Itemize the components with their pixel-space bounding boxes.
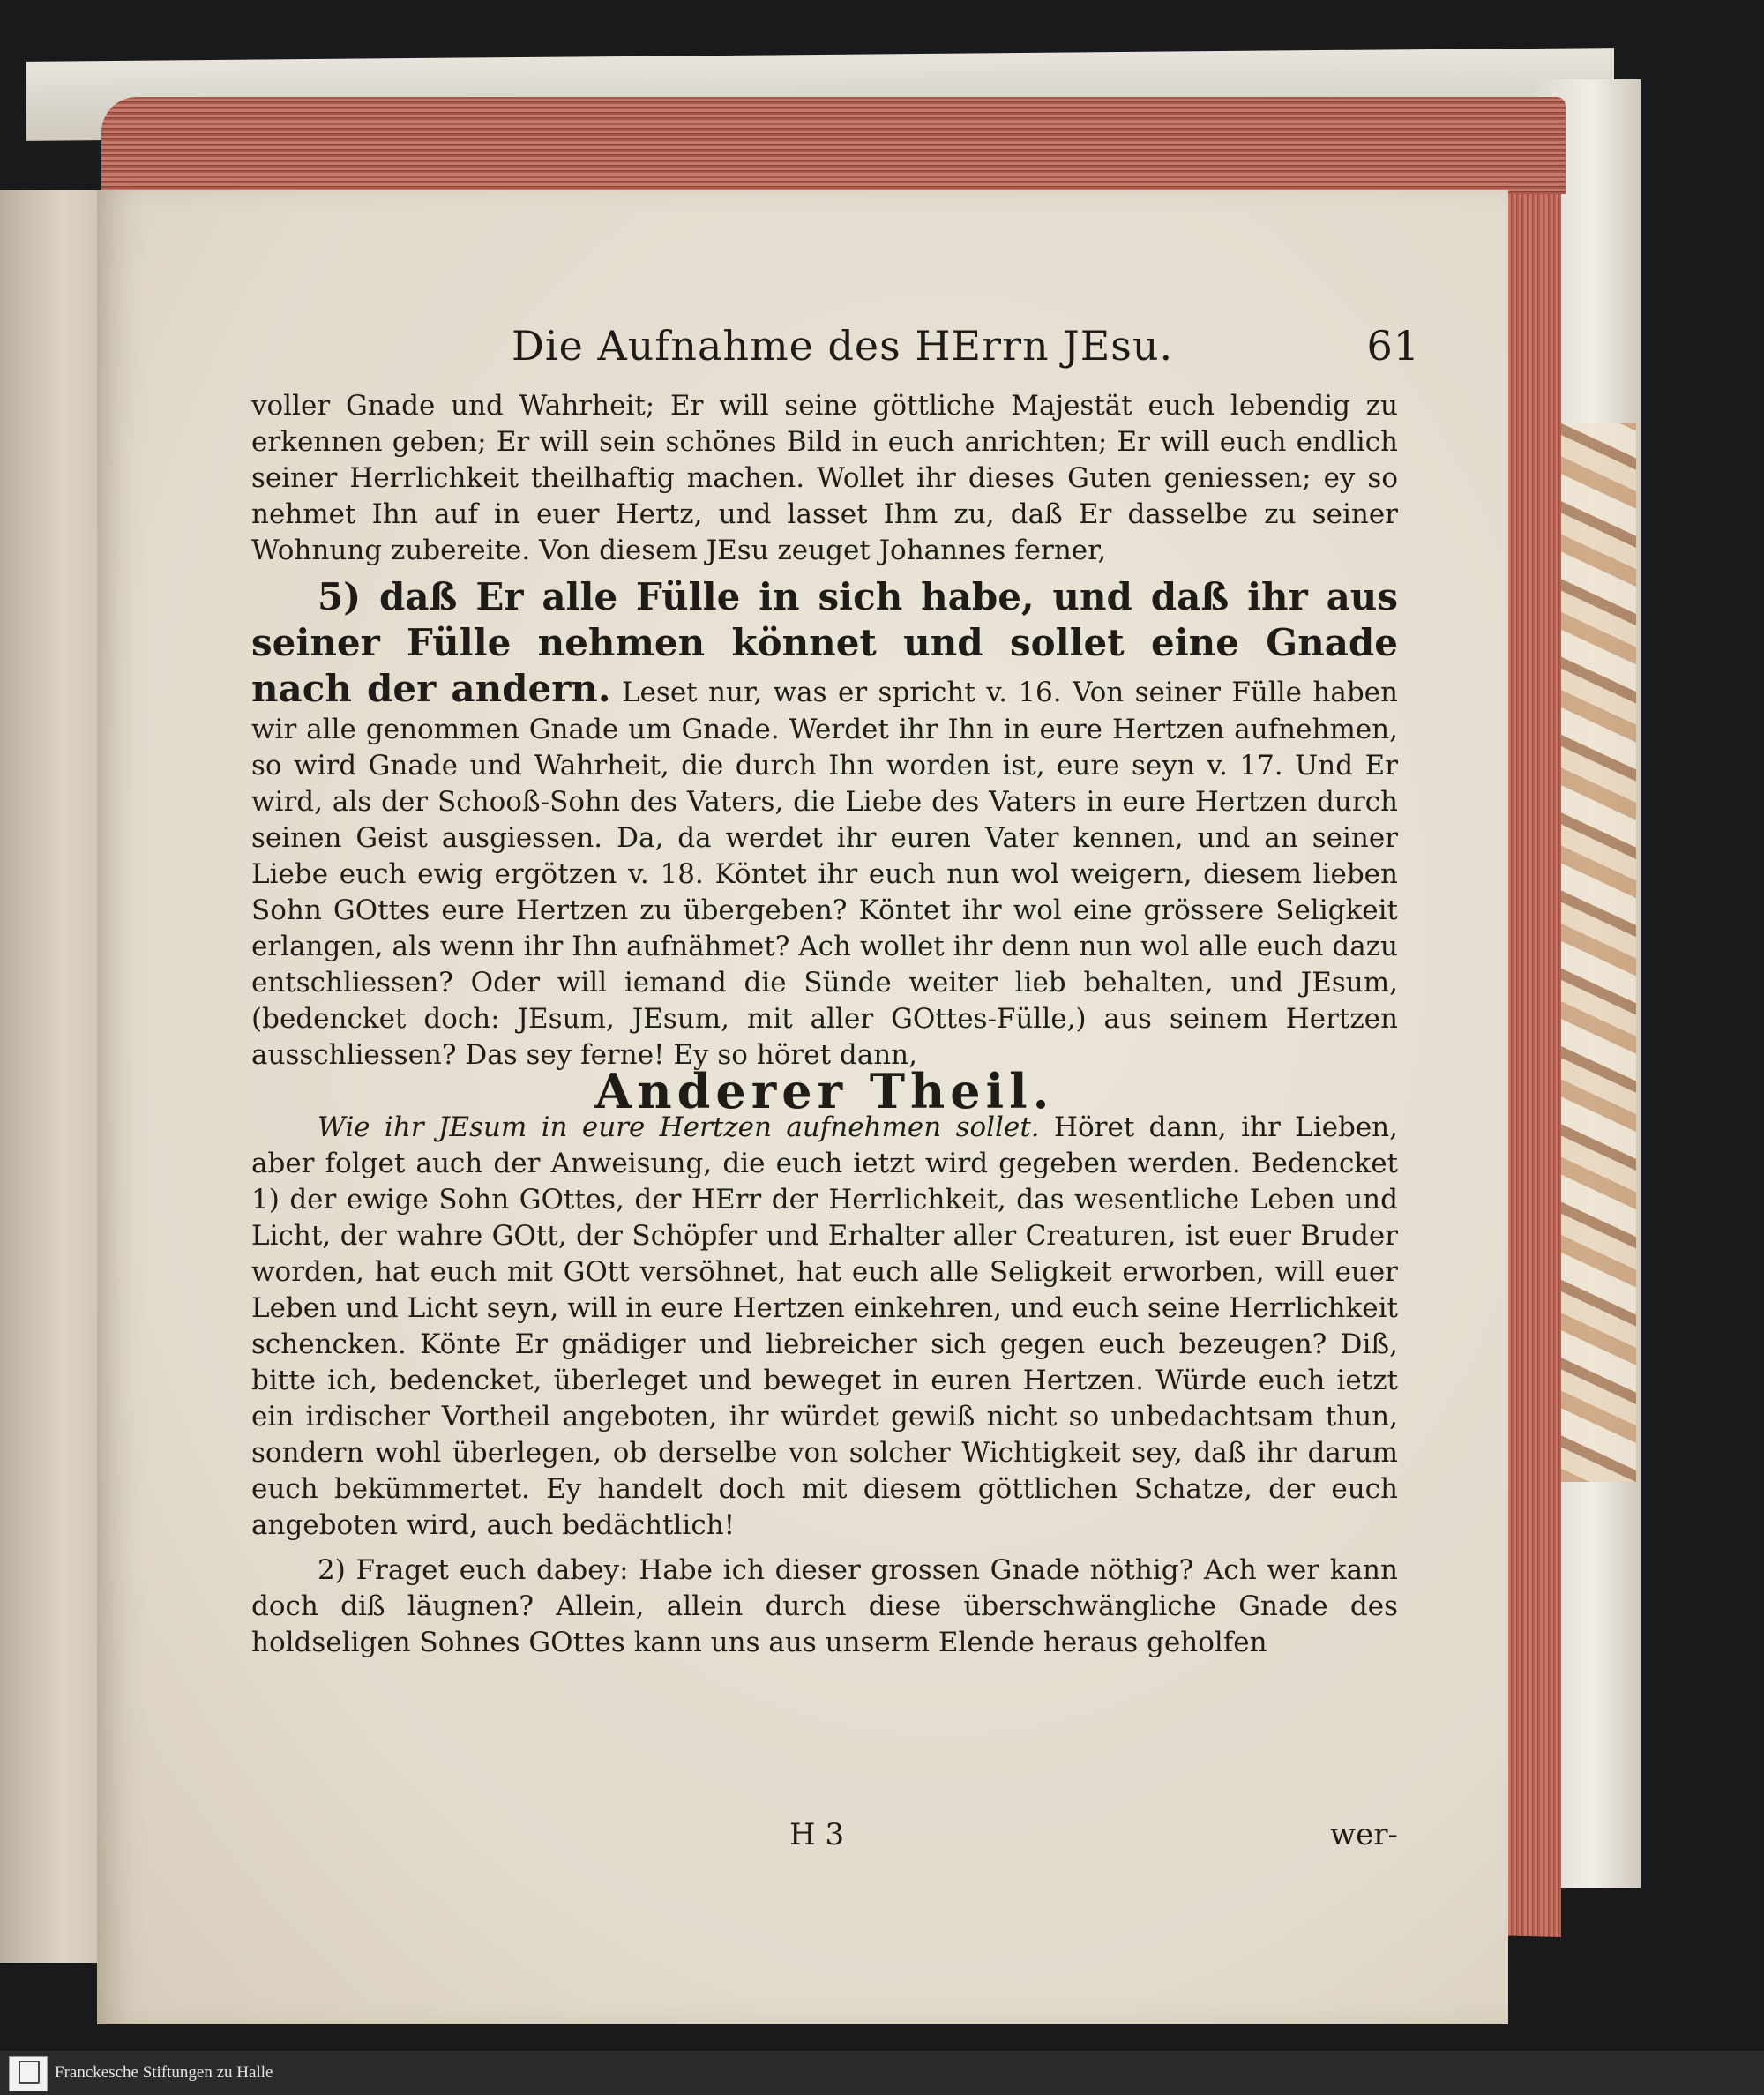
institution-name: Franckesche Stiftungen zu Halle <box>55 2063 273 2082</box>
section-intro-italic: Wie ihr JEsum in eure Hertzen aufnehmen sollet. <box>318 1111 1040 1143</box>
point-5-text: Leset nur, was er spricht v. 16. Von seiner Fülle haben wir alle genommen Gnade um Gnade. Werdet ihr Ihn in eure Hertzen aufnehmen, so wird Gnade und Wahrheit, die durch Ihn worden ist, eure seyn v. 17. Und Er wird, als der Schooß-Sohn des Vaters, die Liebe des Vaters in eure Hertzen durch seinen Geist ausgiessen. Da, da werdet ihr euren Vater kennen, und an seiner Liebe euch ewig ergötzen v. 18. Köntet ihr euch nun wol weigern, diesem lieben Sohn GOttes eure Hertzen zu übergeben? Köntet ihr wol eine grössere Seligkeit erlangen, als wenn ihr Ihn aufnähmet? Ach wollet ihr denn nun wol alle euch dazu entschliessen? Oder will iemand die Sünde weiter lieb behalten, und JEsum, (bedencket doch: JEsum, JEsum, mit aller GOttes-Fülle,) aus seinem Hertzen ausschliessen? Das sey ferne! Ey so höret dann, <box>251 677 1398 1071</box>
institution-bar <box>0 2051 1764 2095</box>
left-page-edge <box>0 190 108 1963</box>
paragraph-point-5 <box>251 574 1398 1074</box>
section-heading: Anderer Theil. <box>594 1063 1055 1119</box>
paragraph-opening: voller Gnade und Wahrheit; Er will seine göttliche Majestät euch lebendig zu erkennen geben; Er will sein schönes Bild in euch anrichten; Er will euch endlich seiner Herrlichkeit theilhaftig machen. Wollet ihr dieses Guten geniessen; ey so nehmet Ihn auf in euer Hertz, und lasset Ihm zu, daß Er dasselbe zu seiner Wohnung zubereite. Von diesem JEsu zeuget Johannes ferner, <box>251 390 1398 566</box>
section-intro-text: Höret dann, ihr Lieben, aber folget auch der Anweisung, die euch ietzt wird gegeben werden. Bedencket 1) der ewige Sohn GOttes, der HErr der Herrlichkeit, das wesentliche Leben und Licht, der wahre GOtt, der Schöpfer und Erhalter aller Creaturen, ist euer Bruder worden, hat euch mit GOtt versöhnet, hat euch alle Seligkeit erworben, will euer Leben und Licht seyn, will in eure Hertzen einkehren, und euch seine Herrlichkeit schencken. Könte Er gnädiger und liebreicher sich gegen euch bezeugen? Diß, bitte ich, bedencket, überleget und beweget in euren Hertzen. Würde euch ietzt ein irdischer Vortheil angeboten, ihr würdet gewiß nicht so unbedachtsam thun, sondern wohl überlegen, ob derselbe von solcher Wichtigkeit sey, daß ihr darum euch bekümmertet. Ey handelt doch mit diesem göttlichen Schatze, der euch angeboten wird, auch bedächtlich! <box>251 1111 1399 1541</box>
running-head: Die Aufnahme des HErrn JEsu. <box>512 322 1174 370</box>
top-page-edges <box>101 97 1566 194</box>
paragraph-section-intro <box>251 1110 1398 1544</box>
building-icon <box>19 2061 40 2084</box>
page-footer <box>251 1817 1398 1861</box>
signature-mark: H 3 <box>789 1817 845 1852</box>
point-5-emphasis: 5) daß Er alle Fülle in sich habe, und daß ihr aus seiner Fülle nehmen könnet und sollet eine Gnade nach der andern. <box>251 575 1398 710</box>
catchword: wer- <box>1330 1817 1398 1852</box>
marbled-endpaper <box>1552 423 1636 1482</box>
text-column <box>251 388 1398 1661</box>
paragraph-point-2: 2) Fraget euch dabey: Habe ich dieser grossen Gnade nöthig? Ach wer kann doch diß läugnen? Allein, allein durch diese überschwängliche Gnade des holdseligen Sohnes GOttes kann uns aus unserm Elende heraus geholfen <box>251 1554 1398 1658</box>
printed-page <box>97 190 1508 2024</box>
institution-logo-icon <box>9 2056 48 2091</box>
page-number: 61 <box>1366 322 1420 370</box>
page-header <box>512 322 1420 375</box>
